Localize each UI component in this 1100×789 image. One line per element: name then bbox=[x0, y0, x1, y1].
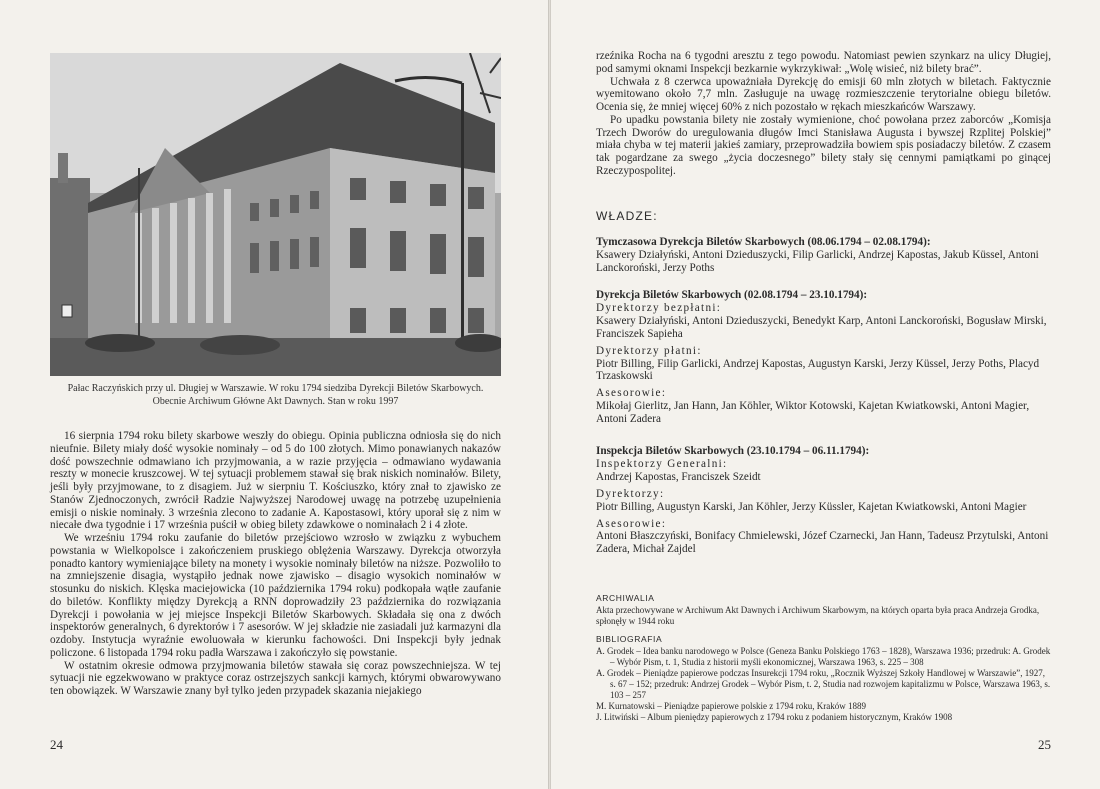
right-page bbox=[551, 0, 1100, 789]
right-body-text bbox=[596, 50, 1051, 178]
authority-subtitle: Dyrektorzy bezpłatni: bbox=[596, 301, 722, 314]
building-photo bbox=[50, 53, 501, 376]
paragraph: W ostatnim okresie odmowa przyjmowania biletów stawała się coraz powszechniejsza. W tej sytuacji nie egzekwowano w praktyce coraz ostrzejszych sankcji karnych, którymi obwarowywano ten obowiązek. W Warszawie znany był tylko jeden przypadek skazania niejakiego bbox=[50, 659, 501, 697]
left-body-text bbox=[50, 430, 501, 698]
caption-line-1: Pałac Raczyńskich przy ul. Długiej w Warszawie. W roku 1794 siedziba Dyrekcji Biletów Skarbowych. bbox=[67, 383, 484, 394]
authority-subtitle: Inspektorzy Generalni: bbox=[596, 457, 728, 470]
caption-line-2: Obecnie Archiwum Główne Akt Dawnych. Stan w roku 1997 bbox=[152, 395, 399, 407]
authority-subtitle: Dyrektorzy płatni: bbox=[596, 344, 702, 357]
authority-subtitle: Asesorowie: bbox=[596, 517, 667, 530]
paragraph: rzeźnika Rocha na 6 tygodni aresztu z tego powodu. Natomiast pewien szynkarz na ulicy Długiej, pod samymi oknami Inspekcji bezkarnie wykrzykiwał: „Wolę wisieć, niż bilety brać”. bbox=[596, 50, 1051, 75]
authority-heading: Dyrekcja Biletów Skarbowych (02.08.1794 – 23.10.1794): bbox=[596, 289, 868, 301]
authority-subtitle: Dyrektorzy: bbox=[596, 487, 665, 500]
bibliografia-section bbox=[596, 634, 1051, 723]
authority-names: Ksawery Działyński, Antoni Dzieduszycki, Benedykt Karp, Antoni Lanckoroński, Bogusław Mirski, Franciszek Sapieha bbox=[596, 314, 1047, 340]
bibliography-item: A. Grodek – Pieniądze papierowe podczas Insurekcji 1794 roku, „Rocznik Wyższej Szkoły Handlowej w Warszawie”, 1927, s. 67 – 152; przedruk: Andrzej Grodek – Wybór Pism, t. 2, Studia nad rozwojem kapitalizmu w Polsce, Warszawa 1963, s. 103 – 257 bbox=[596, 668, 1051, 700]
authority-names: Andrzej Kapostas, Franciszek Szeidt bbox=[596, 470, 761, 483]
authority-names: Ksawery Działyński, Antoni Dzieduszycki, Filip Garlicki, Andrzej Kapostas, Jakub Küssel, Antoni Lanckoroński, Jerzy Poths bbox=[596, 248, 1039, 274]
archiwalia-title: ARCHIWALIA bbox=[596, 593, 655, 603]
bibliografia-title: BIBLIOGRAFIA bbox=[596, 634, 663, 644]
photo-caption bbox=[50, 383, 501, 408]
authority-block-3 bbox=[596, 445, 1051, 556]
page-number-left: 24 bbox=[50, 737, 63, 752]
authority-subtitle: Asesorowie: bbox=[596, 387, 667, 400]
paragraph: Uchwała z 8 czerwca upoważniała Dyrekcję do emisji 60 mln złotych w biletach. Faktycznie wyemitowano około 7,7 mln. Zasługuje na uwagę rozmieszczenie terytorialne obiegu biletów. Ocenia się, że mniej więcej 60% z nich pozostało w rękach mieszkańców Warszawy. bbox=[596, 75, 1051, 113]
bibliography-item: J. Litwiński – Album pieniędzy papierowych z 1794 roku z podaniem historycznym, Kraków 1908 bbox=[596, 712, 953, 722]
paragraph: We wrześniu 1794 roku zaufanie do biletów przejściowo wzrosło w związku z wybuchem powstania w Wielkopolsce i zakończeniem pruskiego oblężenia Warszawy. Dyrekcja otworzyła ponadto kantory wymieniające bilety na monety i wysokie nominały biletów na niższe. Pozwoliło to na zmniejszenie disagia, wystąpiło jednak nowe zjawisko – disagio wysokich nominałów w stosunku do niskich. Klęska maciejowicka (10 października 1794 roku) podkopała wątłe zaufanie do biletów. Konflikty między Dyrekcją a RNN doprowadziły 23 października do rozwiązania Dyrekcji i powołania w jej miejsce Inspekcji Biletów Skarbowych. Składała się ona z dwóch inspektorów generalnych, 6 dyrektorów i 7 asesorów. W jej składzie nie zasiadali już karmazyni dla ozdoby. Instytucja wyraźnie ewoluowała w kierunku fachowości. Dni Inspekcji były jednak policzone. 6 listopada 1794 roku padła Warszawa i zakończyło się powstanie. bbox=[50, 532, 501, 659]
authority-names: Piotr Billing, Filip Garlicki, Andrzej Kapostas, Augustyn Karski, Jerzy Küssel, Jerzy Poths, Placyd Trzaskowski bbox=[596, 357, 1040, 383]
authority-names: Mikołaj Gierlitz, Jan Hann, Jan Köhler, Wiktor Kotowski, Kajetan Kwiatkowski, Antoni Magier, Antoni Zadera bbox=[596, 400, 1030, 426]
bibliography-item: A. Grodek – Idea banku narodowego w Polsce (Geneza Banku Polskiego 1763 – 1828), Warszawa 1936; przedruk: A. Grodek – Wybór Pism, t. 1, Studia z historii myśli ekonomicznej, Warszawa 1963, s. 225 – 308 bbox=[596, 646, 1051, 667]
page-number-right: 25 bbox=[1038, 737, 1051, 752]
left-page bbox=[0, 0, 548, 789]
authority-block-2 bbox=[596, 289, 1051, 426]
palace-illustration bbox=[50, 53, 501, 376]
authority-names: Antoni Błaszczyński, Bonifacy Chmielewski, Józef Czarnecki, Jan Hann, Tadeusz Przytulski, Antoni Zadera, Michał Zajdel bbox=[596, 530, 1049, 556]
paragraph: 16 sierpnia 1794 roku bilety skarbowe weszły do obiegu. Opinia publiczna odniosła się do nich nieufnie. Bilety miały dość wysokie nominały – od 5 do 100 złotych. Mimo ponawianych nakazów dość powszechnie odmawiano ich przyjmowania, a w razie przyjęcia – odmawiano wydawania reszty w monecie kruszcowej. W tej sytuacji problemem stawał się brak niskich nominałów. Bilety, jeśli były przyjmowane, to z disagiem. Już w sierpniu T. Kościuszko, który znał to zjawisko ze Stanów Zjednoczonych, zwrócił Radzie Najwyższej Narodowej uwagę na potrzebę uzupełnienia emisji o niskie nominały. 3 września zlecono to zadanie A. Kapostasowi, który uporał się z nim w niecałe dwa tygodnie i 17 września puścił w obieg bilety zdawkowe o nominałach 2 i 4 złote. bbox=[50, 430, 501, 532]
authorities-title: WŁADZE: bbox=[596, 209, 658, 223]
bibliography-item: M. Kurnatowski – Pieniądze papierowe polskie z 1794 roku, Kraków 1889 bbox=[596, 701, 866, 711]
paragraph: Po upadku powstania bilety nie zostały wymienione, choć powołana przez zaborców „Komisja Trzech Dworów do uregulowania długów Imci Stanisława Augusta i bywszej Rzplitej Polskiej” miała chyba w tej materii jakieś zamiary, przeprowadziła bowiem spis posiadaczy biletów. Z czasem tak pogardzane za swego „życia doczesnego” bilety stały się cennymi pamiątkami po ginącej Rzeczypospolitej. bbox=[596, 113, 1051, 177]
archiwalia-section bbox=[596, 593, 1051, 627]
authority-names: Piotr Billing, Augustyn Karski, Jan Köhler, Jerzy Küssler, Kajetan Kwiatkowski, Antoni Magier bbox=[596, 500, 1027, 513]
authority-block-1 bbox=[596, 236, 1051, 275]
authority-heading: Inspekcja Biletów Skarbowych (23.10.1794 – 06.11.1794): bbox=[596, 445, 870, 457]
archiwalia-text: Akta przechowywane w Archiwum Akt Dawnych i Archiwum Skarbowym, na których oparta była praca Andrzeja Grodka, spłonęły w 1944 roku bbox=[596, 605, 1040, 626]
authority-heading: Tymczasowa Dyrekcja Biletów Skarbowych (08.06.1794 – 02.08.1794): bbox=[596, 236, 931, 248]
